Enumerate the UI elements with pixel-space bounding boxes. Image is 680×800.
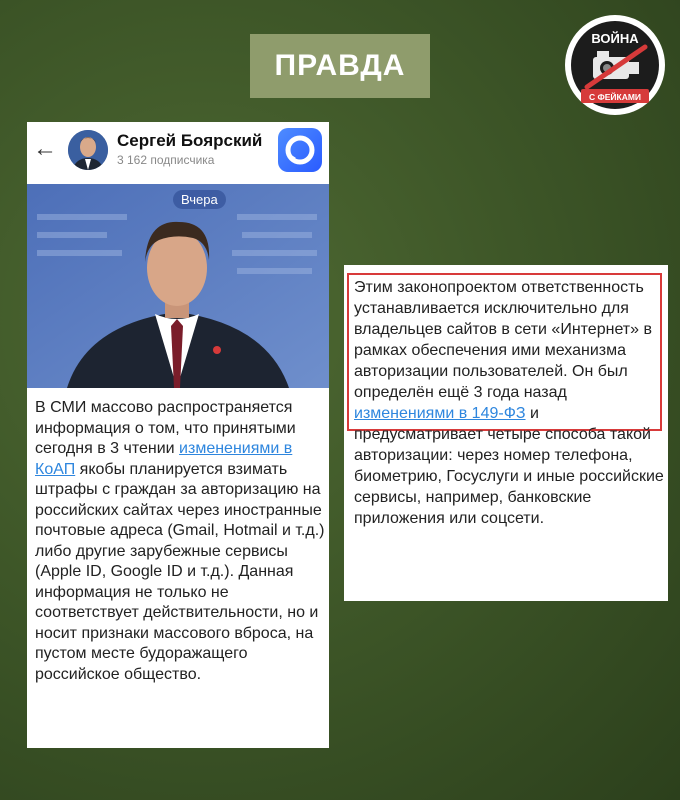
- subscriber-count: 3 162 подписчика: [117, 153, 215, 167]
- post-screenshot: [27, 122, 329, 748]
- quote-text-part1: Этим законопроектом ответственность устанавливается исключительно для владельцев сайтов в сети «Интернет» в рамках обеспечения ими механизма авторизации пользователей. Он был определён ещё 3 года назад: [354, 279, 652, 401]
- back-arrow-icon[interactable]: ←: [33, 135, 57, 162]
- date-badge: Вчера: [173, 190, 226, 209]
- post-text-part2: якобы планируется взимать штрафы с граждан за авторизацию на российских сайтах через иностранные почтовые адреса (Gmail, Hotmail и т.д.) либо другие зарубежные сервисы (Apple ID, Google ID и т.д.). Данная информация не только не соответствует действительности, но и носит признаки массового вброса, на пустом месте будоражащего российское общество.: [35, 460, 325, 683]
- koap-link[interactable]: изменениями в КоАП: [35, 440, 293, 478]
- post-text: [35, 398, 325, 685]
- verdict-badge: [250, 34, 430, 98]
- avatar[interactable]: [68, 130, 108, 170]
- max-messenger-icon: [278, 128, 322, 172]
- channel-name[interactable]: Сергей Боярский: [117, 131, 263, 150]
- post-header: [27, 122, 329, 184]
- voina-s-feikami-logo: [563, 13, 667, 117]
- logo-top-text: ВОЙНА: [591, 31, 639, 46]
- post-text-part1: В СМИ массово распространяется информация о том, что принятыми сегодня в 3 чтении: [35, 399, 296, 457]
- quote-panel: [344, 265, 668, 601]
- logo-bottom-text: С ФЕЙКАМИ: [588, 92, 642, 102]
- verdict-label: ПРАВДА: [274, 49, 406, 82]
- post-photo: [27, 184, 329, 388]
- quote-text: [354, 277, 664, 529]
- camera-crossed-icon: [563, 13, 667, 117]
- fz149-link[interactable]: изменениями в 149-ФЗ: [354, 405, 526, 422]
- quote-text-part2: и предусматривает четыре способа такой авторизации: через номер телефона, биометрию, Госуслуги и иные российские сервисы, например, банковские приложения или соцсети.: [354, 405, 664, 527]
